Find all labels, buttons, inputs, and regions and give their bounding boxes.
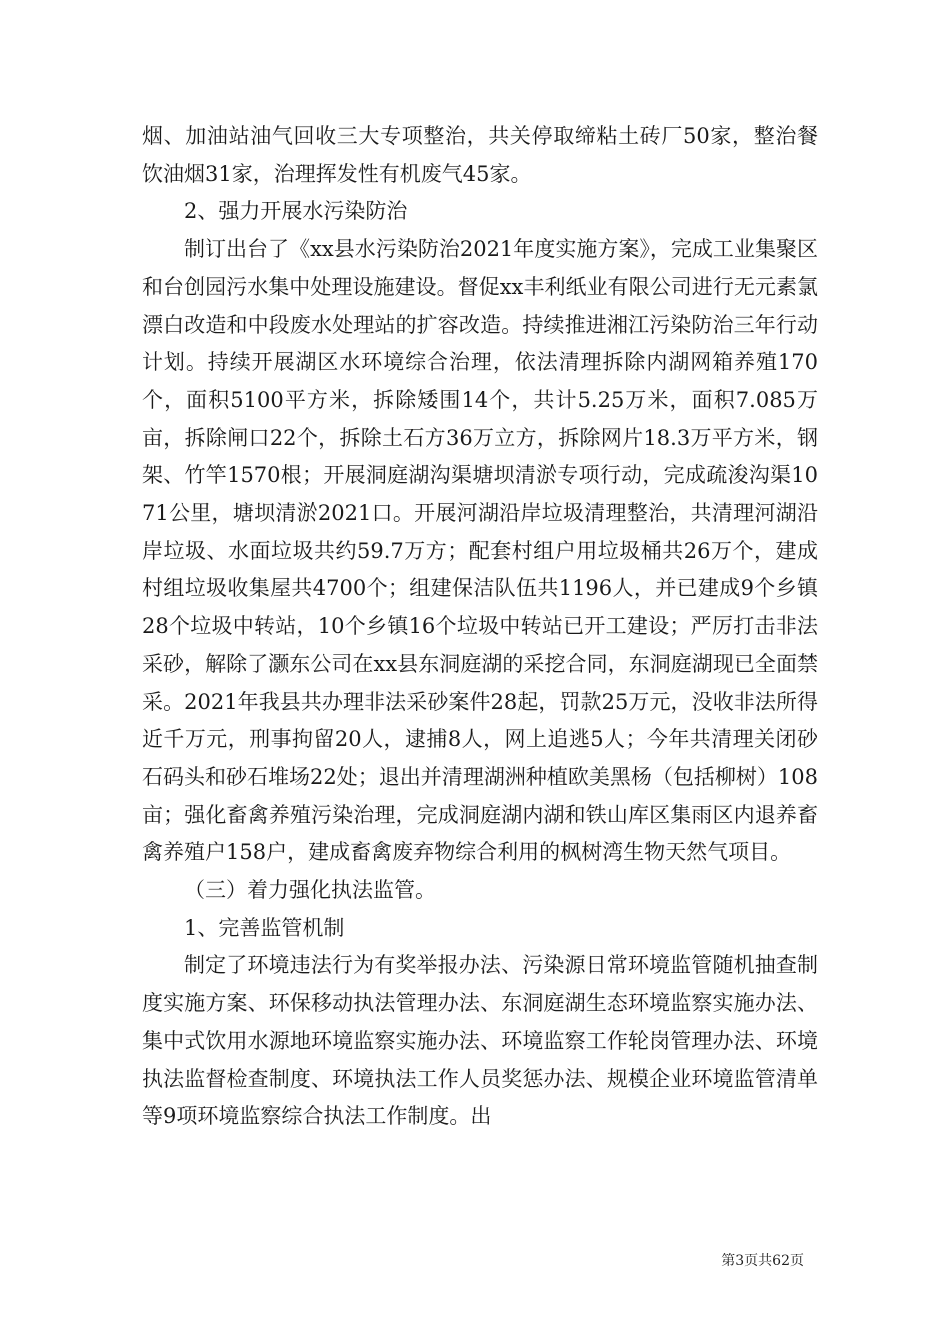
section-heading-supervision: 1、完善监管机制 [184,915,345,940]
section-heading-enforcement: （三）着力强化执法监管。 [184,878,436,903]
document-body [142,118,818,1136]
section-heading-water-pollution: 2、强力开展水污染防治 [184,199,408,224]
paragraph-water-pollution: 制订出台了《xx县水污染防治2021年度实施方案》，完成工业集聚区和台创园污水集中处理设施建设。督促xx丰利纸业有限公司进行无元素氯漂白改造和中段废水处理站的扩容改造。持续推进湘江污染防治三年行动计划。持续开展湖区水环境综合治理，依法清理拆除内湖网箱养殖170个，面积5100平方米，拆除矮围14个，共计5.25万米，面积7.085万亩，拆除闸口22个，拆除土石方36万立方，拆除网片18.3万平方米，钢架、竹竿1570根；开展洞庭湖沟渠塘坝清淤专项行动，完成疏浚沟渠1071公里，塘坝清淤2021口。开展河湖沿岸垃圾清理整治，共清理河湖沿岸垃圾、水面垃圾共约59.7万方；配套村组户用垃圾桶共26万个，建成村组垃圾收集屋共4700个；组建保洁队伍共1196人，并已建成9个乡镇28个垃圾中转站，10个乡镇16个垃圾中转站已开工建设；严厉打击非法采砂，解除了灏东公司在xx县东洞庭湖的采挖合同，东洞庭湖现已全面禁采。2021年我县共办理非法采砂案件28起，罚款25万元，没收非法所得近千万元，刑事拘留20人，逮捕8人，网上追逃5人；今年共清理关闭砂石码头和砂石堆场22处；退出并清理湖洲种植欧美黑杨（包括柳树）108亩；强化畜禽养殖污染治理，完成洞庭湖内湖和铁山库区集雨区内退养畜禽养殖户158户，建成畜禽废弃物综合利用的枫树湾生物天然气项目。 [142,237,818,865]
paragraph-supervision: 制定了环境违法行为有奖举报办法、污染源日常环境监管随机抽查制度实施方案、环保移动执法管理办法、东洞庭湖生态环境监察实施办法、集中式饮用水源地环境监察实施办法、环境监察工作轮岗管理办法、环境执法监督检查制度、环境执法工作人员奖惩办法、规模企业环境监管清单等9项环境监察综合执法工作制度。出 [142,953,818,1129]
paragraph-continued: 烟、加油站油气回收三大专项整治，共关停取缔粘土砖厂50家，整治餐饮油烟31家，治理挥发性有机废气45家。 [142,124,818,186]
page-number: 第3页共62页 [721,1253,804,1269]
